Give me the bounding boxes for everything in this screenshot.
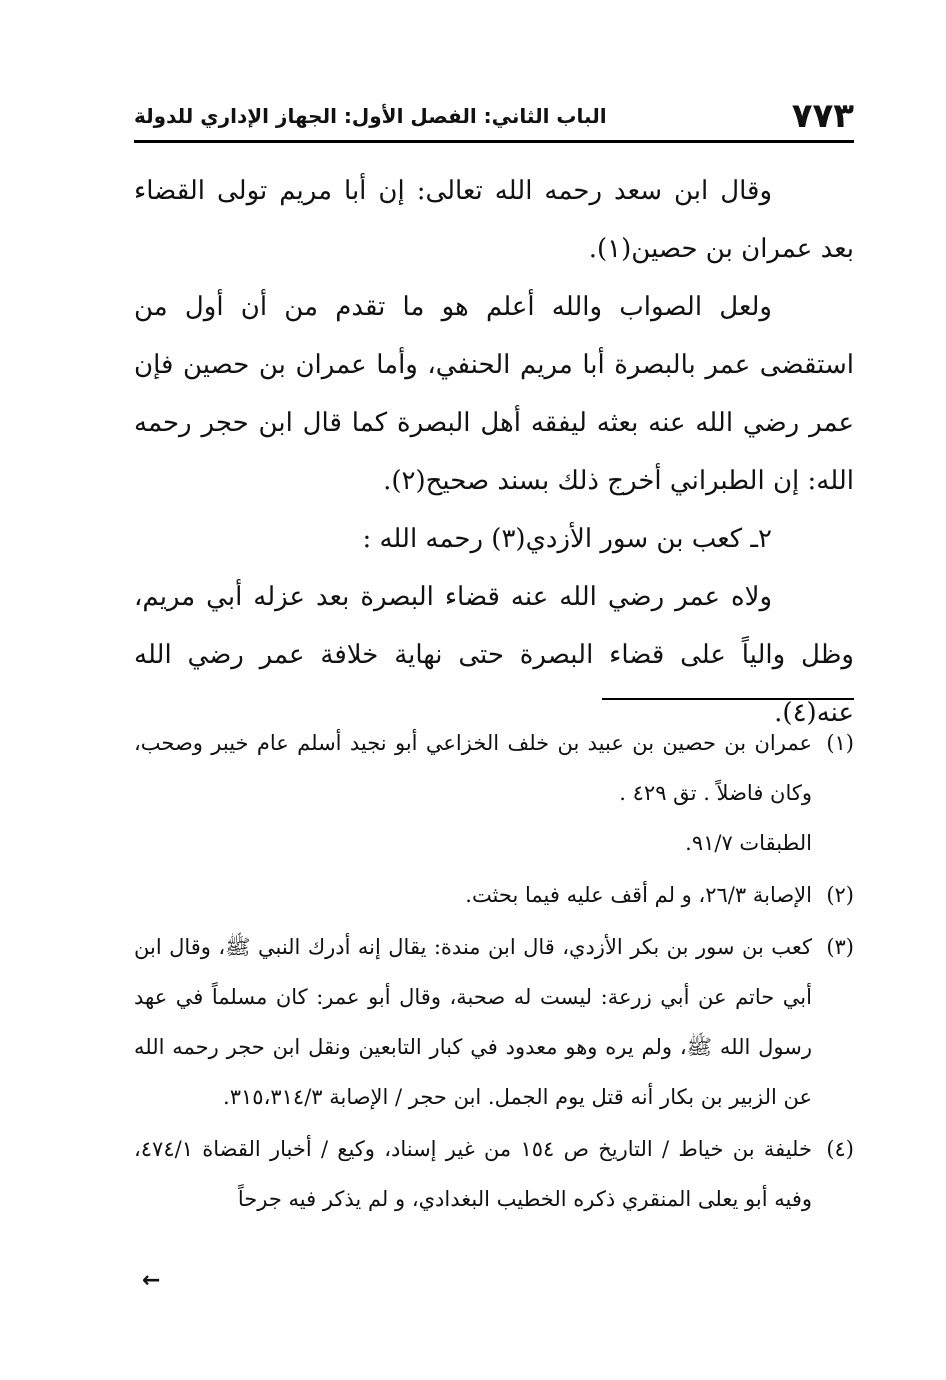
footnote bbox=[134, 870, 854, 920]
footnote-text: الطبقات ٩١/٧. bbox=[685, 831, 812, 855]
footnote-text: الإصابة ٢٦/٣، و لم أقف عليه فيما بحثت. bbox=[465, 883, 812, 907]
footnote bbox=[134, 718, 854, 868]
footnote bbox=[134, 1124, 854, 1224]
footnote-body bbox=[134, 922, 812, 1122]
footnote bbox=[134, 922, 854, 1122]
footnote-number: (٣) bbox=[826, 935, 854, 959]
page-header bbox=[134, 92, 854, 138]
footnote-number: (٢) bbox=[826, 883, 854, 907]
footnote-separator bbox=[602, 698, 854, 700]
running-head: الباب الثاني: الفصل الأول: الجهاز الإداري للدولة bbox=[134, 104, 607, 128]
footnote-text: خليفة بن خياط / التاريخ ص ١٥٤ من غير إسناد، وكيع / أخبار القضاة ٤٧٤/١، وفيه أبو يعلى المنقري ذكره الخطيب البغدادي، و لم يذكر فيه جرحاً bbox=[134, 1137, 812, 1211]
footnote-body bbox=[134, 718, 812, 868]
section-heading: ٢ـ كعب بن سور الأزدي(٣) رحمه الله : bbox=[362, 524, 772, 554]
footnotes bbox=[134, 718, 854, 1226]
footnote-number: (١) bbox=[826, 731, 854, 755]
page-number: ٧٧٣ bbox=[791, 96, 854, 136]
footnote-body bbox=[134, 870, 812, 920]
continuation-arrow-icon: ← bbox=[142, 1268, 161, 1293]
footnote-body bbox=[134, 1124, 812, 1224]
main-text bbox=[134, 162, 854, 742]
paragraph: وقال ابن سعد رحمه الله تعالى: إن أبا مريم تولى القضاء بعد عمران بن حصين(١). bbox=[134, 176, 854, 264]
footnote-text: كعب بن سور بن بكر الأزدي، قال ابن مندة: يقال إنه أدرك النبي ﷺ، وقال ابن أبي حاتم عن أبي زرعة: ليست له صحبة، وقال أبو عمر: كان مسلماً في عهد رسول الله ﷺ، ولم يره وهو معدود في كبار التابعين ونقل ابن حجر رحمه الله عن الزبير بن بكار أنه قتل يوم الجمل. ابن حجر / الإصابة ٣١٥،٣١٤/٣. bbox=[134, 935, 812, 1109]
footnote-number: (٤) bbox=[826, 1137, 854, 1161]
paragraph: ولعل الصواب والله أعلم هو ما تقدم من أن أول من استقضى عمر بالبصرة أبا مريم الحنفي، وأما عمران بن حصين فإن عمر رضي الله عنه بعثه ليفقه أهل البصرة كما قال ابن حجر رحمه الله: إن الطبراني أخرج ذلك بسند صحيح(٢). bbox=[134, 292, 854, 496]
paragraph: ولاه عمر رضي الله عنه قضاء البصرة بعد عزله أبي مريم، وظل والياً على قضاء البصرة حتى نهاية خلافة عمر رضي الله عنه(٤). bbox=[134, 582, 854, 728]
footnote-text: عمران بن حصين بن عبيد بن خلف الخزاعي أبو نجيد أسلم عام خيبر وصحب، وكان فاضلاً . تق ٤٢٩ . bbox=[134, 731, 812, 805]
header-rule bbox=[134, 140, 854, 143]
